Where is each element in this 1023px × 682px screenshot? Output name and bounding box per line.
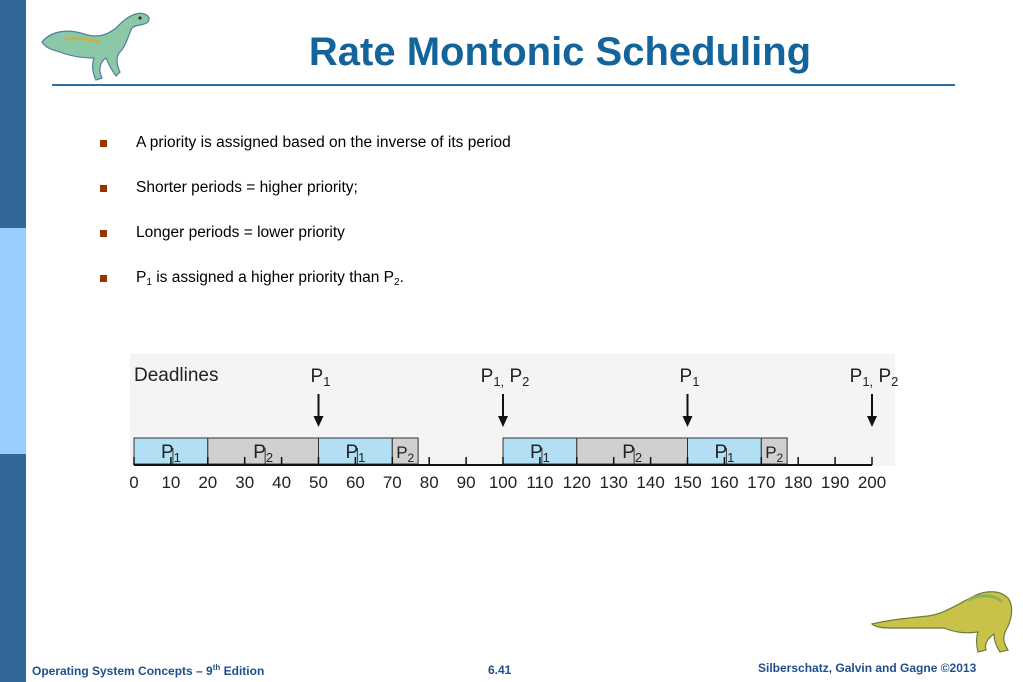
axis-tick-label: 10 (161, 473, 181, 492)
axis-tick-label: 90 (456, 473, 476, 492)
title-divider (52, 84, 955, 86)
subscript-text: 1 (542, 450, 550, 465)
subscript-text: 2 (522, 374, 530, 389)
bullet-item (100, 179, 920, 224)
label-text: P (310, 366, 324, 387)
label-text: P (679, 366, 693, 387)
subscript-text: 1, (862, 374, 874, 389)
side-bar (0, 0, 26, 682)
bullet-marker-icon (100, 185, 107, 192)
subscript-text: 1 (173, 450, 181, 465)
label-text: P (849, 366, 863, 387)
axis-tick-label: 50 (309, 473, 328, 492)
bullet-marker-icon (100, 140, 107, 147)
axis-tick-label: 170 (747, 473, 776, 492)
axis-tick-label: 70 (382, 473, 402, 492)
side-bar-top-segment (0, 0, 26, 228)
axis-tick-label: 180 (784, 473, 813, 492)
label-text: P (714, 442, 728, 463)
footer-book-title: Operating System Concepts – 9th Edition (32, 663, 265, 678)
subscript-text: 2 (776, 451, 784, 465)
label-text: P (253, 442, 266, 463)
axis-tick-label: 0 (129, 473, 139, 492)
subscript-text: 2 (265, 450, 274, 465)
axis-tick-label: 110 (526, 473, 554, 492)
bullet-text: Shorter periods = higher priority; (136, 179, 358, 196)
axis-tick-label: 190 (820, 473, 850, 492)
bullet-marker-icon (100, 230, 107, 237)
side-bar-bottom-segment (0, 454, 26, 682)
subscript-text: 1 (323, 374, 331, 389)
axis-tick-label: 60 (345, 473, 365, 492)
label-text: P (529, 442, 543, 463)
label-text: P (160, 442, 174, 463)
label-text: P (765, 443, 777, 462)
subscript-text: 1 (727, 450, 735, 465)
subscript-text: 1 (692, 374, 700, 389)
subscript-text: 2 (407, 451, 415, 465)
bullet-text: $P_1$ is assigned a higher priority than $P_2$. (136, 269, 404, 288)
footer-authors: Silberschatz, Galvin and Gagne ©2013 (758, 661, 977, 675)
bullet-text: A priority is assigned based on the inverse of its period (136, 134, 511, 151)
deadline-label (850, 366, 899, 389)
axis-tick-label: 160 (710, 473, 739, 492)
axis-tick-label: 200 (857, 473, 887, 492)
axis-tick-label: 130 (599, 473, 628, 492)
label-text: P (396, 443, 408, 462)
bullet-marker-icon (100, 275, 107, 282)
label-text: P (622, 442, 635, 463)
label-text: P (345, 442, 359, 463)
subscript-text: 1, (493, 374, 505, 389)
bullet-text: Longer periods = lower priority (136, 224, 345, 241)
deadline-label (481, 366, 530, 389)
scheduling-timeline-diagram (126, 354, 901, 504)
axis-tick-label: 30 (235, 473, 255, 492)
dinosaur-logo-bottom-icon (868, 584, 1016, 654)
axis-tick-label: 20 (198, 473, 218, 492)
footer-slide-number: 6.41 (488, 663, 512, 677)
deadlines-label: Deadlines (134, 365, 219, 386)
axis-tick-label: 80 (419, 473, 439, 492)
bullet-item (100, 269, 920, 314)
label-text: P (504, 366, 523, 387)
bullet-item (100, 134, 920, 179)
label-text: P (480, 366, 494, 387)
bullet-item (100, 224, 920, 269)
subscript-text: 2 (634, 450, 643, 465)
axis-tick-label: 150 (673, 473, 702, 492)
axis-tick-label: 120 (562, 473, 591, 492)
slide-title: Rate Montonic Scheduling (308, 30, 812, 74)
subscript-text: 2 (891, 374, 899, 389)
bullet-list (100, 134, 920, 314)
label-text: P (873, 366, 892, 387)
subscript-text: 1 (358, 450, 366, 465)
axis-tick-label: 40 (272, 473, 292, 492)
axis-tick-label: 100 (488, 473, 518, 492)
side-bar-middle-segment (0, 228, 26, 454)
dinosaur-logo-top-icon (36, 6, 156, 84)
axis-tick-label: 140 (636, 473, 665, 492)
